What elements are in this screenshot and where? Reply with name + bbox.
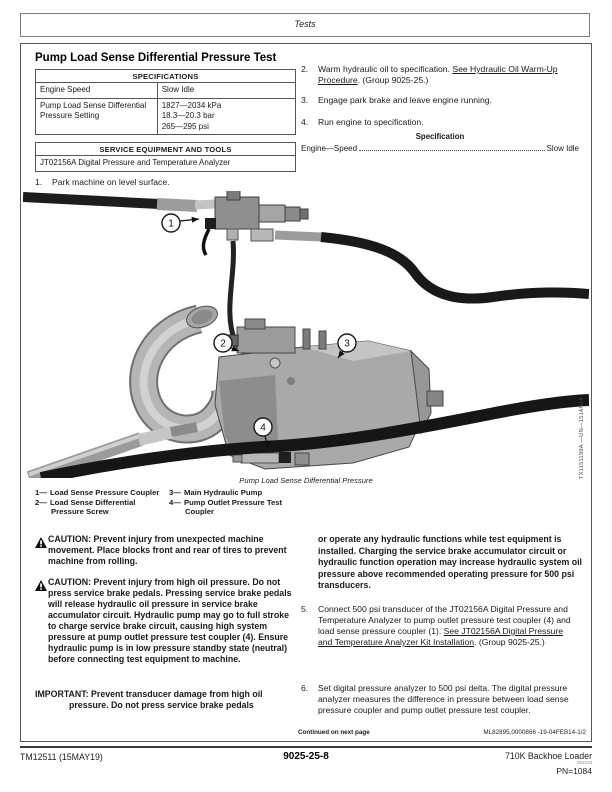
specifications-table-header: SPECIFICATIONS xyxy=(36,70,295,83)
caution-block-2 xyxy=(35,577,298,665)
svg-text:4: 4 xyxy=(260,422,266,434)
step-6: 6. Set digital pressure analyzer to 500 psi delta. The digital pressure analyzer measures the difference in pressure between load sense pressure coupler and pump outlet pressure test coupler. xyxy=(301,683,569,715)
svg-text:2: 2 xyxy=(220,338,226,350)
callout-1 xyxy=(162,214,199,232)
spec-value: 1827—2034 kPa 18.3—20.3 bar 265—295 psi xyxy=(161,100,222,131)
footer-pn: PN=1084 xyxy=(556,766,592,776)
specification-line xyxy=(301,144,579,153)
tool-item: JT02156A Digital Pressure and Temperature Analyzer xyxy=(40,158,231,167)
figure-image-code: TX1151199A —UN—15JAN14 xyxy=(579,397,585,479)
legend-item: 3— Main Hydraulic Pump xyxy=(169,488,263,497)
important-note-continuation: or operate any hydraulic functions while test equipment is installed. Charging the service brake accumulator circuit or hydraulic function operation may increase hydraulic system oil pressure above recommended operating pressure for 500 psi transducers. xyxy=(318,534,582,590)
tools-table xyxy=(35,142,296,172)
section-title: Pump Load Sense Differential Pressure Test xyxy=(35,52,277,64)
spec-value: Slow Idle xyxy=(161,85,195,94)
reference-code: ML82895,0000866 -19-04FEB14-1/2 xyxy=(483,729,586,736)
warning-icon xyxy=(35,535,47,553)
specification-value: Slow Idle xyxy=(546,144,579,153)
figure-legend-col1 xyxy=(35,488,167,517)
step-3: 3. Engage park brake and leave engine running. xyxy=(301,95,492,105)
step-1: 1. Park machine on level surface. xyxy=(35,177,170,187)
footer-page-number: 9025-25-8 xyxy=(283,751,329,762)
hydraulic-pump-illustration xyxy=(23,191,589,478)
important-note: IMPORTANT: Prevent transducer damage from high oil pressure. Do not press service brake pedals xyxy=(35,689,263,710)
caution-text: CAUTION: Prevent injury from unexpected machine movement. Place blocks front and rear of tires to prevent machine from rolling. xyxy=(48,534,287,566)
warning-icon xyxy=(35,578,47,596)
legend-item: 2— Load Sense Differential Pressure Screw xyxy=(35,497,136,516)
continued-note: Continued on next page xyxy=(298,729,370,736)
figure xyxy=(23,191,589,478)
step-2: 2. Warm hydraulic oil to specification. See Hydraulic Oil Warm-Up Procedure. (Group 9025-25.) xyxy=(301,64,558,85)
footer-model-name: 710K Backhoe Loader xyxy=(504,751,592,761)
spec-label: Pump Load Sense Differential Pressure Setting xyxy=(36,99,158,135)
cross-reference-link: See JT02156A Digital Pressure and Temperature Analyzer Kit Installation xyxy=(318,626,564,647)
step-5: 5. Connect 500 psi transducer of the JT02156A Digital Pressure and Temperature Analyzer to pump outlet pressure test coupler (4) and load sense pressure coupler (1). See JT02156A Digital Pressure and Temperature Analyzer Kit Installation. (Group 9025-25.) xyxy=(301,604,571,647)
legend-item: 4— Pump Outlet Pressure Test Coupler xyxy=(169,497,283,516)
svg-text:3: 3 xyxy=(344,338,350,350)
spec-label: Engine Speed xyxy=(36,83,158,98)
caution-block-1 xyxy=(35,534,298,567)
footer-manual-number: TM12511 (15MAY19) xyxy=(20,752,103,762)
page-header-title: Tests xyxy=(294,19,316,29)
caution-text: CAUTION: Prevent injury from high oil pressure. Do not press service brake pedals. Pressing service brake pedals will release hydraulic oil pressure in service brake accumulator circuit. Hydraulic pump may go to full stroke to charge service brake circuit, causing high system pressure at pump outlet pressure test coupler (4). Ensure hydraulic pump is in low pressure standby state (neutral) before connecting test equipment to machine. xyxy=(48,577,292,664)
table-row xyxy=(36,98,295,135)
content-box xyxy=(20,43,592,742)
specification-label: Engine—Speed xyxy=(301,144,358,153)
footer-print-code: 051519 xyxy=(576,760,592,765)
cross-reference-link: See Hydraulic Oil Warm-Up Procedure xyxy=(318,64,558,85)
figure-legend-col2 xyxy=(169,488,307,517)
svg-text:1: 1 xyxy=(168,218,174,230)
tools-table-header: SERVICE EQUIPMENT AND TOOLS xyxy=(36,143,295,156)
specification-callout-title: Specification xyxy=(415,132,465,141)
legend-item: 1— Load Sense Pressure Coupler xyxy=(35,488,160,497)
footer-rule xyxy=(20,746,592,748)
dot-leader xyxy=(359,150,544,151)
page-header xyxy=(20,13,590,37)
specifications-table xyxy=(35,69,296,135)
step-4: 4. Run engine to specification. xyxy=(301,117,424,127)
table-row xyxy=(36,83,295,98)
figure-caption: Pump Load Sense Differential Pressure xyxy=(239,476,373,485)
